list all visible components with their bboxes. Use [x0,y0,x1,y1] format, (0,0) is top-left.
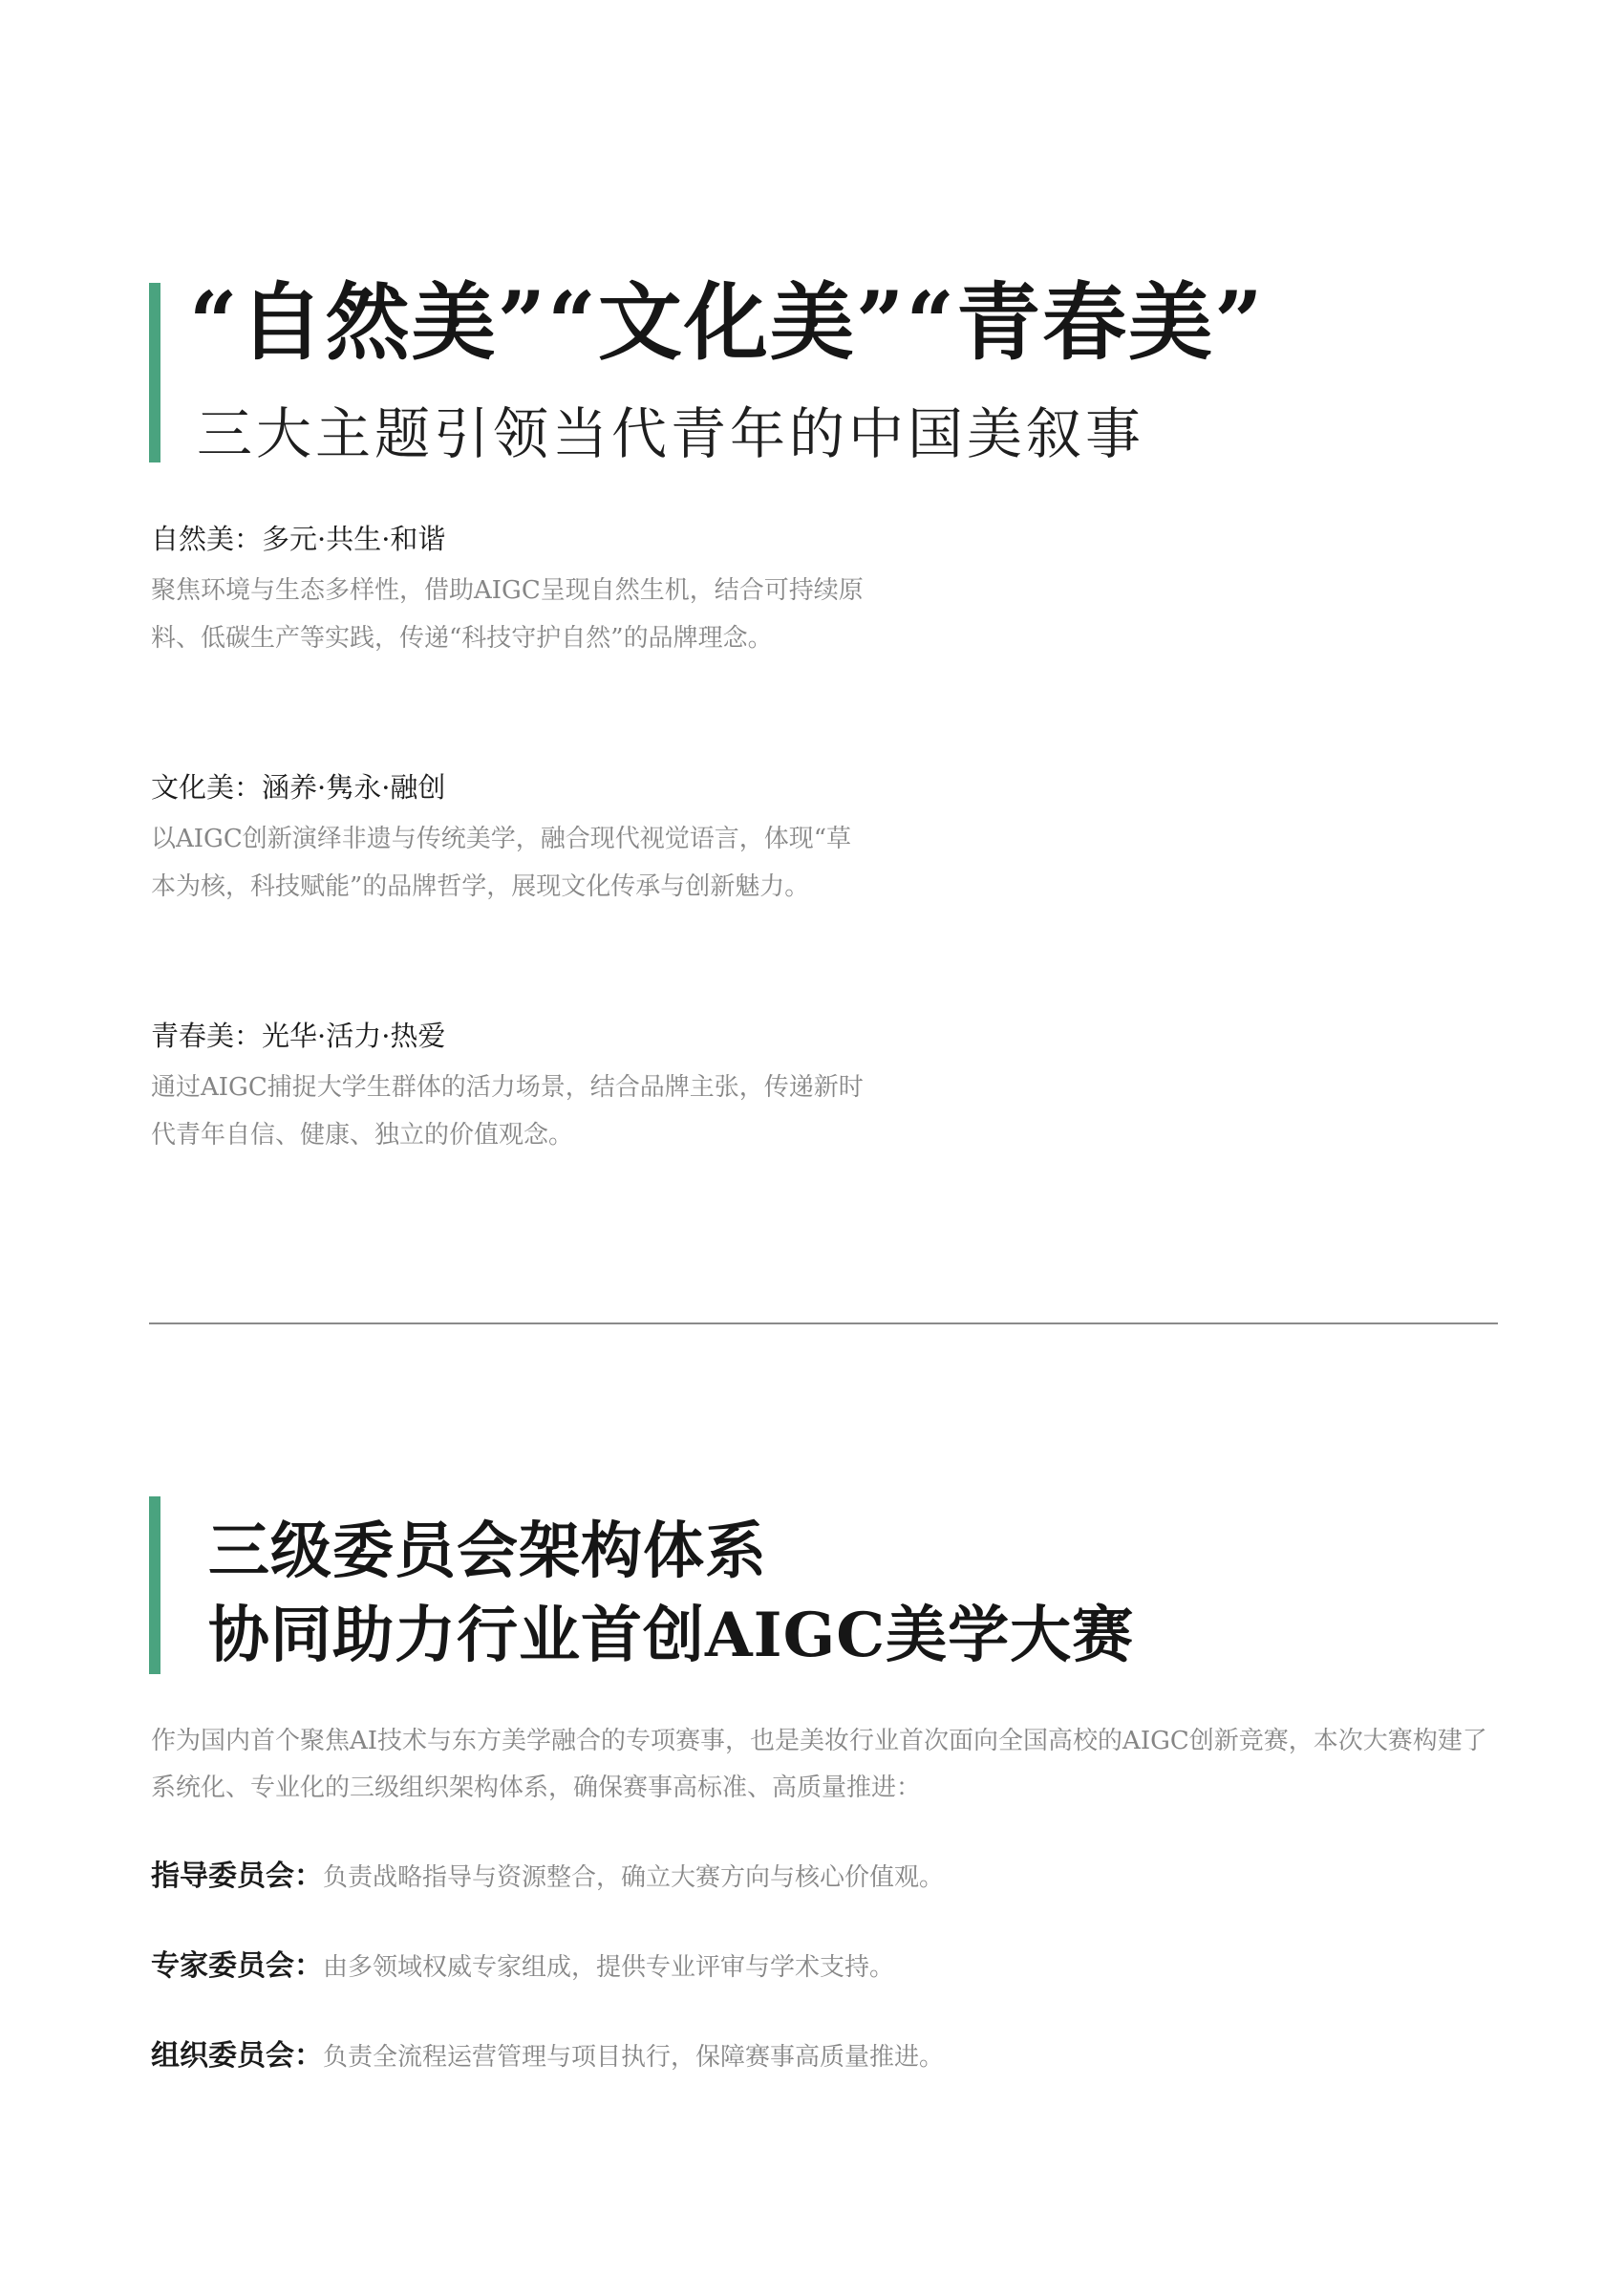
theme-heading: 文化美：涵养·隽永·融创 [151,771,446,804]
section1-accent-bar [149,283,160,462]
committee-expert [151,1946,894,1991]
theme-body: 通过AIGC捕捉大学生群体的活力场景，结合品牌主张，传递新时代青年自信、健康、独立的价值观念。 [151,1073,864,1150]
theme-body: 以AIGC创新演绎非遗与传统美学，融合现代视觉语言，体现“草本为核，科技赋能”的品牌哲学，展现文化传承与创新魅力。 [151,825,852,901]
section2-title [208,1510,1134,1678]
committee-name: 专家委员会： [151,1949,323,1983]
theme-cultural-beauty [151,768,877,911]
section2-title-line2: 协同助力行业首创AIGC美学大赛 [208,1600,1135,1671]
committee-organizing [151,2035,944,2081]
committee-desc: 负责战略指导与资源整合，确立大赛方向与核心价值观。 [323,1863,945,1892]
theme-heading: 青春美：光华·活力·热爱 [151,1020,446,1052]
committee-name: 组织委员会： [151,2039,323,2073]
section2-accent-bar [149,1496,160,1674]
section2-title-line1: 三级委员会架构体系 [208,1516,767,1587]
section2-intro: 作为国内首个聚焦AI技术与东方美学融合的专项赛事，也是美妆行业首次面向全国高校的AIGC创新竞赛，本次大赛构建了系统化、专业化的三级组织架构体系，确保赛事高标准、高质量推进： [151,1727,1487,1802]
theme-natural-beauty [151,520,877,662]
section1-title: “自然美”“文化美”“青春美” [189,272,1265,372]
theme-heading: 自然美：多元·共生·和谐 [151,523,446,555]
committee-desc: 由多领域权威专家组成，提供专业评审与学术支持。 [323,1953,895,1982]
committee-name: 指导委员会： [151,1860,323,1893]
section-divider [149,1322,1498,1324]
theme-youth-beauty [151,1017,877,1159]
section1-subtitle: 三大主题引领当代青年的中国美叙事 [197,401,1145,466]
committee-desc: 负责全流程运营管理与项目执行，保障赛事高质量推进。 [323,2043,945,2072]
committee-guidance [151,1856,944,1902]
theme-body: 聚焦环境与生态多样性，借助AIGC呈现自然生机，结合可持续原料、低碳生产等实践，传递“科技守护自然”的品牌理念。 [151,576,864,653]
